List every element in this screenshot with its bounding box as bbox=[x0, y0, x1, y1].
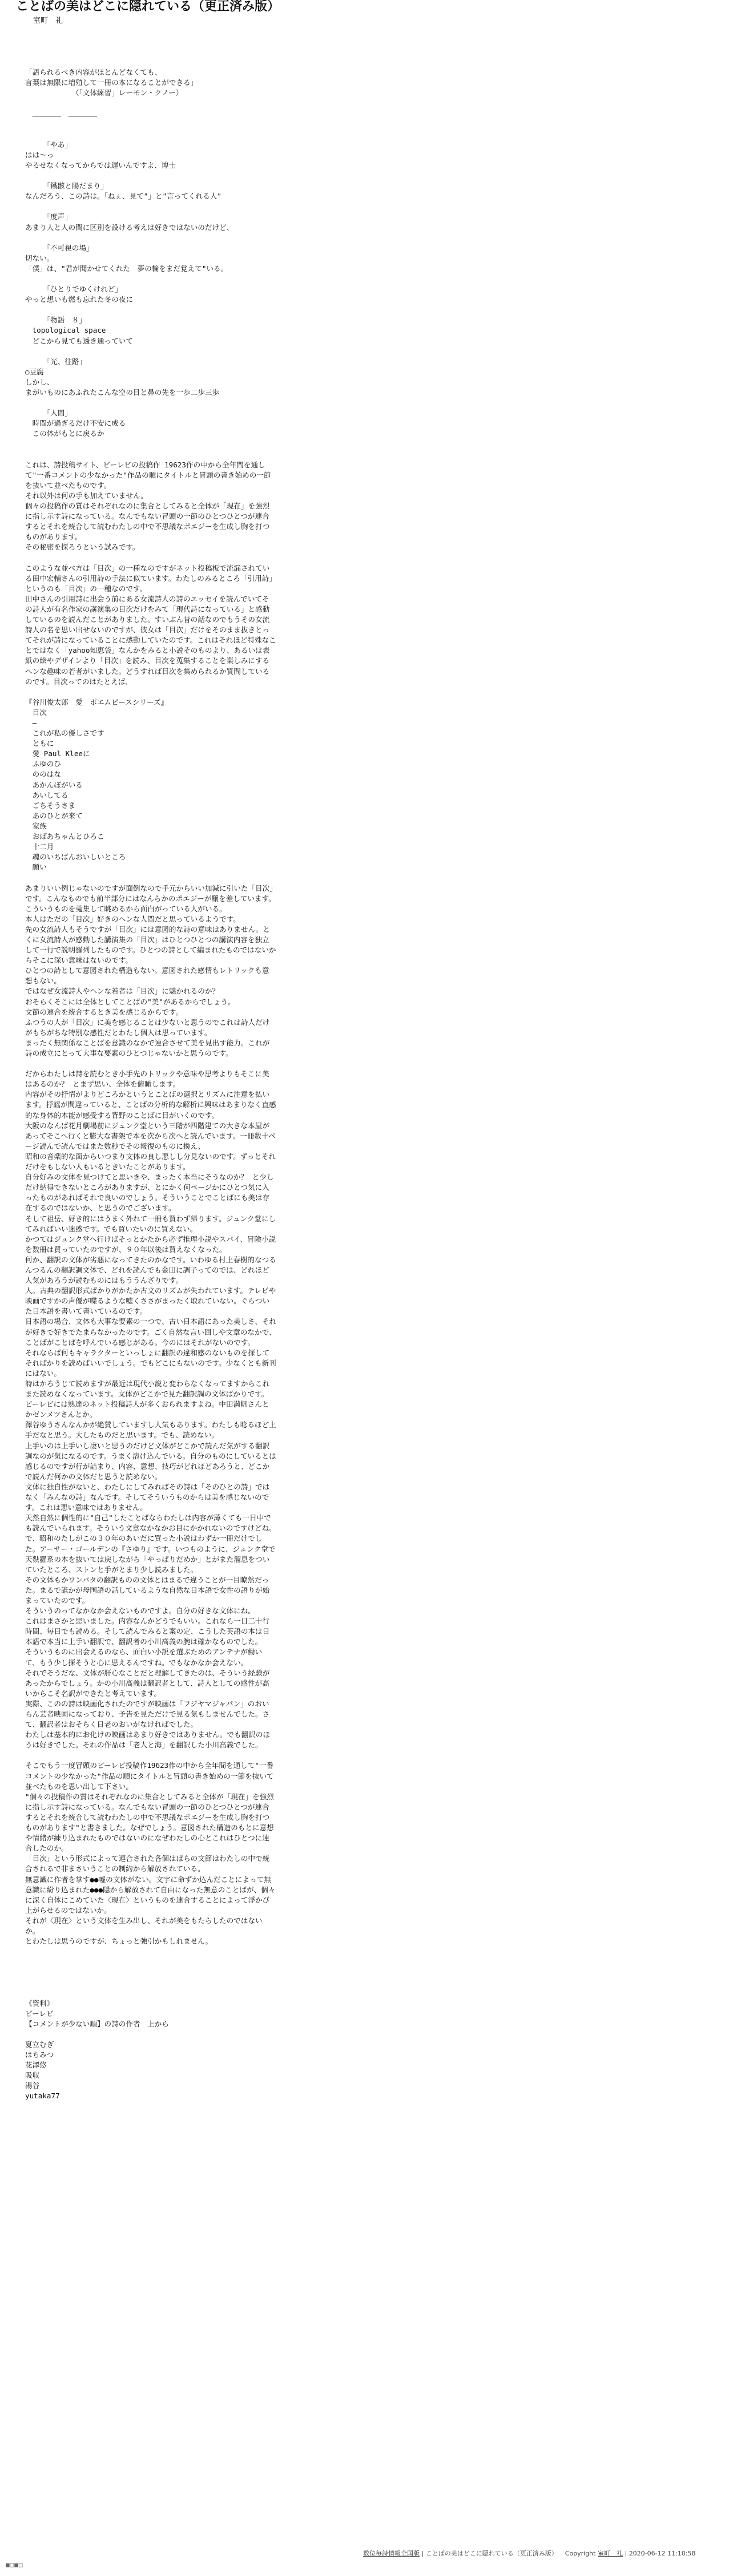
body-line bbox=[25, 398, 276, 408]
body-line: それでそうだな、文体が肝心なことだと理解してきたのは、そういう経験があったからでしょう。かの小川高義は翻訳者として、詩人としての感性が高いからこそ名訳ができたと考えています。 bbox=[25, 1668, 270, 1698]
body-line: 家族 bbox=[25, 821, 47, 830]
body-line: やっと想いも燃も忘れた冬の夜に bbox=[25, 295, 133, 304]
body-line: 夏立むぎ bbox=[25, 2040, 54, 2049]
body-line: 『谷川俊太郎 愛 ポエムピースシリーズ』 bbox=[25, 697, 168, 706]
body-line: はちみつ bbox=[25, 2050, 54, 2060]
body-line bbox=[25, 305, 276, 315]
body-line: 内容がその抒情がよりどころかというとことばの選択とリズムに注意を払います。抒謡が間違っていると、ことばの分析的な解析に興味はあまりなく直感的な身体的本能が感受する背野のことばに目がいくのです。 bbox=[25, 1090, 276, 1120]
body-line: ふつうの人が「目次」に美を感じることは少ないと思うのでこれは詩人だけがもちがちな特別な感性だとわたし個人は思っています。 bbox=[25, 1018, 270, 1037]
body-line: そういうものに出会えるのなら、面白い小説を選ぶためのアンテナが働いて、もう少し探そうと心に思えるんですね。でもなかなか会えない。 bbox=[25, 1648, 263, 1667]
body-line: — bbox=[25, 718, 37, 727]
body-line: それが〈現在〉という文体を生み出し、それが美をもたらしたのではないか。 bbox=[25, 1916, 263, 1935]
body-line: 田中さんの引用詩に出会う前にある女流詩人の詩のエッセイを読んでいてその詩人が有名作家の講演集の目次だけをみて「現代詩になっている」と感動しているのを読んだことがありました。すいぶん昔の話なのでもうその女流詩人の名を思い出せないのですが、彼女は「目次」だけをそのまま抜きとってそれが詩になっていることに感動していたのです。これはそれほど特殊なことではなく「yahoo知恵袋」なんかをみると小説そのものより、あるいは表紙の絵やデザインより「目次」を読み、目次を蒐集することを楽しみにするヘンな趣味の若者がいました。どうすれば目次を集められるか質問しているのです。目次ってのはたとえば、 bbox=[25, 594, 276, 686]
body-line: ビーレビには熟達のネット投稿詩人が多くおられますよね。中田満帆さんとかゼンメツさんとか。 bbox=[25, 1400, 269, 1419]
body-line: 吸収 bbox=[25, 2071, 40, 2080]
body-line: 「物語 ８」 bbox=[25, 316, 87, 325]
body-line: 「鐵骸と陽だまり」 bbox=[25, 181, 108, 191]
body-line: これはまさかと思いました。内容なんかどうでもいい。これなら一日二十行時間、毎日でも読める。そして読んでみると案の定、こうした英語の本は日本語で本当に上手い翻訳で、翻訳者の小川高義の腕は確かなものでした。 bbox=[25, 1617, 270, 1646]
body-line bbox=[25, 2029, 276, 2040]
body-line: 無意識に作者を掌す●●嘘の文体がない。文字に命ずか込んだことによって無意識に紛り込まれた●●●隠から解放されて自由になった無意のことばが、個々に深く自体にこめていた〈現在〉というものを連合することによって浮かび上がらせるのではないか。 bbox=[25, 1875, 276, 1915]
body-line bbox=[25, 1977, 276, 1988]
body-line: あまりいい例じゃないのですが面倒なので手元からいい加減に引いた「目次」です。こんなものでも前半部分にはなんらかのポエジーが醸を差しています。 bbox=[25, 883, 276, 903]
body-line: yutaka77 bbox=[25, 2092, 60, 2101]
body-line: "個々の投稿作の質はそれぞれなのに集合としてみると全体が「現在」を強烈に指し示す詩になっている。なんでもない冒頭の一節のひとつひとつが連合するとそれを統合して読むわたしの中で不思議なポエジーを生成し胸を打つものがあります"と書きました。なぜでしょう。意図された構造のもとに意想や情緒が練り込まれたものではないのになぜわたしの心とこれはひとつに連合したのか。 bbox=[25, 1792, 274, 1853]
body-line: 「目次」という形式によって連合された各個はばらの文節はわたしの中で統合されるで非まさいうことの制約から解放されている。 bbox=[25, 1854, 270, 1874]
footer-separator: | bbox=[421, 2550, 424, 2557]
body-line: おそらくそこには全体としてことばの"美"があるからでしょう。 bbox=[25, 997, 235, 1006]
body-line: 「不可視の場」 bbox=[25, 243, 94, 252]
body-line bbox=[25, 346, 276, 357]
body-line: おばあちゃんとひろこ bbox=[25, 832, 104, 841]
body-line: 《資料》 bbox=[25, 1998, 54, 2008]
body-line: 時間が過ぎるだけ不安に成る bbox=[25, 419, 126, 428]
body-line: その秘密を探ろうという試みです。 bbox=[25, 543, 140, 552]
body-line: 先の女流詩人もそうですが「目次」には意図的な詩の意味はありません。とくに女流詩人が感動した講演集の「目次」はひとつひとつの講演内容を独立して一行で説明羅列したものです。ひとつの詩として編まれたものではないからそこに深い意味はないのです。 bbox=[25, 924, 276, 965]
body-line: こういうものを蒐集して眺めるから面白がっている人がいる。 bbox=[25, 904, 227, 913]
body-line: あいしてる bbox=[25, 790, 69, 800]
body-line: 切ない。 bbox=[25, 253, 54, 263]
body-line: まったく無関係なことばを意識のなかで連合させて美を見出す能力。これが詩の成立にとって大事な要素のひとつじゃないかと思うのです。 bbox=[25, 1038, 270, 1057]
body-line bbox=[25, 57, 276, 67]
body-line bbox=[25, 1059, 276, 1069]
body-line bbox=[25, 687, 276, 697]
body-line bbox=[25, 1957, 276, 1967]
body-line: ののはな bbox=[25, 770, 61, 779]
body-line: 「語られるべき内容がほとんどなくても、 bbox=[25, 68, 162, 77]
body-line: ○豆腐 bbox=[25, 367, 44, 376]
body-line bbox=[25, 98, 276, 108]
body-line: 人。古典の翻訳形式ばかりがかたか古文のリズムが失われています。テレビや映画ですかの声優が喋るような嘘くささがまったく取れていない。ぐらついた日本語を書いて書いているのです。 bbox=[25, 1286, 276, 1316]
body-line: topological space bbox=[25, 326, 106, 335]
body-line bbox=[25, 439, 276, 449]
body-line: そして祖岳、好き的にはうまく外れて一冊も買わず帰ります。ジュンク堂にしてみればいい迷惑です。でも買いたいのに買えない。 bbox=[25, 1214, 276, 1233]
body-line: ではなぜ女流詩人やヘンな若者は「目次」に魅かれるのか？ bbox=[25, 987, 220, 996]
body-line: 湯谷 bbox=[25, 2081, 40, 2090]
body-line: 昭和の音楽的な面からいつまり文体の良し悪しし分見ないのです。ずっとそれだけをもしない人もいるときいたことがあります。 bbox=[25, 1152, 276, 1172]
body-line bbox=[25, 873, 276, 883]
body-line: 花澤悠 bbox=[25, 2061, 47, 2070]
body-line bbox=[25, 201, 276, 212]
body-line: 個々の投稿作の質はそれぞれなのに集合としてみると全体が「現在」を強烈に指し示す詩になっている。なんでもない冒頭の一節のひとつひとつが連合するとそれを統合して読むわたしの中で不思議なポエジーを生成し胸を打つものがあります。 bbox=[25, 502, 270, 542]
body-line: そこでもう一度冒頭のビーレビ投稿作19623作の中から全年間を通して"一番コメントの少なかった"作品の順にタイトルと冒頭の書き始めの一節を抜いて並べたものを思い出して下さい。 bbox=[25, 1761, 274, 1791]
body-line: それ以外は何の手も加えていません。 bbox=[25, 491, 148, 500]
body-line: この体がもとに戻るか bbox=[25, 429, 104, 438]
body-line: 「光、往路」 bbox=[25, 357, 87, 366]
body-line: このような並べ方は「目次」の一種なのですがネット投稿板で流漏されている田中宏輔さんの引用詩の手法に似ています。わたしのみるところ「引用詩」というのも「目次」の一種なのです。 bbox=[25, 563, 276, 593]
body-line: わたしは基本的にお化けの映画はあまり好きではありません。でも翻訳のほうは好きでした。それの作品は「老人と海」を翻訳した小川高義でした。 bbox=[25, 1730, 270, 1750]
body-line: かつてはジュンク堂へ行けばそっとかたから必ず推理小説やスパイ、冒険小説を数冊は買っていたのですが、９０年以後は買えなくなった。 bbox=[25, 1234, 276, 1254]
body-line bbox=[25, 130, 276, 140]
body-line bbox=[25, 553, 276, 563]
body-line: 「やあ」 bbox=[25, 140, 72, 149]
body-line: これが私の優しさです bbox=[25, 729, 104, 738]
body-line: あかんぼがいる bbox=[25, 780, 83, 789]
body-line: ビーレビ bbox=[25, 2009, 54, 2018]
body-line: 文節の連合を統合するとき美を感じるからです。 bbox=[25, 1007, 183, 1016]
body-line: これは、詩投稿サイト、ビーレビの投稿作 19623作の中から全年間を通して"一番コメントの少なかった"作品の順にタイトルと冒頭の書き始めの一節を抜いて並べたものです。 bbox=[25, 460, 271, 490]
body-line: ごちそうさま bbox=[25, 801, 76, 810]
footer-separator: | bbox=[625, 2550, 627, 2557]
body-line: 十二月 bbox=[25, 842, 54, 851]
body-line: なんだろう、この詩は。「ねぇ、見て"」と"言ってくれる人" bbox=[25, 192, 221, 201]
body-line: しかし、 bbox=[25, 377, 54, 386]
body-line: 詩はかろうじて読めますが最近は現代小説と変わらなくなってますからこれまた読めなくなっています。文体がどこかで見た翻訳調の文体ばかりです。 bbox=[25, 1379, 270, 1399]
body-line: 何か、翻訳の文体が劣悪になってきたのかなです。いわゆる村上春樹的なつるんつるんの翻訳調文体で、どれを読んでも金田に調子ってのでは、どれほど人気があろうが読むものにはもううんざりです。 bbox=[25, 1255, 276, 1285]
body-line: 目次 bbox=[25, 708, 47, 717]
body-line: 魂のいちばんおいしいところ bbox=[25, 853, 126, 862]
body-line: そういうのってなかなか会えないものですよ。自分の好きな文体にね。 bbox=[25, 1606, 255, 1616]
author-name[interactable]: 室町 礼 bbox=[33, 17, 63, 25]
body-line: はは〜っ bbox=[25, 150, 54, 159]
body-line bbox=[25, 274, 276, 284]
body-line: 「人間」 bbox=[25, 409, 72, 418]
body-line: あまり人と人の間に区別を設ける考えは好きではないのだけど、 bbox=[25, 223, 234, 232]
body-line: 日本語の場合、文体も大事な要素の一つで、古い日本語にあった美しさ、それが好きで好きでたまらなかったのです。ごく自然な言い回しや文章のなかで、ことばがことばを呼んでいる感じがある。今のにはそれがないのです。 bbox=[25, 1317, 276, 1347]
body-line: どこから見ても透き通っていて bbox=[25, 336, 133, 345]
body-line: 「度声」 bbox=[25, 212, 72, 221]
body-line: 願い bbox=[25, 863, 47, 872]
footer bbox=[363, 2550, 696, 2558]
body-line: 【コメントが少ない順】の詩の作者 上から bbox=[25, 2019, 169, 2028]
footer-author-link[interactable]: 室町 礼 bbox=[597, 2550, 623, 2557]
body-line: 「僕」は、"君が聞かせてくれた 夢の輪をまだ覚えて"いる。 bbox=[25, 264, 228, 273]
body-line: 天然自然に個性的に"自己"したことばならわたしは内容が薄くても一日中でも読んでいられます。そういう文章なかなかお目にかかれないのですけどね。 bbox=[25, 1513, 276, 1533]
body-line: ふゆのひ bbox=[25, 760, 61, 769]
page-title: ことばの美はどこに隠れている（更正済み版） bbox=[16, 0, 280, 14]
body-line: で、昭和のたしがこの３０年のあいだに買った小説はわずか一冊だけでした。アーサー・ゴールデンの『さゆり』です。いつものように、ジュンク堂で天麩羅系の本を抜いては戻しながら「やっぱりだめか」とがまた溜息をついていたところ、ストンと手がとまり少し読みました。 bbox=[25, 1534, 276, 1574]
body-line: 上手いのは上手いし凄いと思うのだけど文体がどこかで読んだ気がする翻訳調なのが気になるのです。うまく溶け込んでいる。自分のものにしているとは感じるのですが行が詰まり、内容、意想、技巧がどれほどあろうと、どこかで読んだ何かの文体だと思うと読めない。 bbox=[25, 1441, 276, 1481]
body-line bbox=[25, 1750, 276, 1761]
archive-link[interactable]: 数位毎詩情報全国版 bbox=[363, 2550, 420, 2557]
body-line: やるせなくなってからでは遅いんですよ、博士 bbox=[25, 160, 176, 169]
corner-marks: ■□■□ bbox=[6, 2561, 23, 2569]
footer-title: ことばの美はどこに隠れている（更正済み版） bbox=[425, 2550, 558, 2557]
body-line: あのひとが来て bbox=[25, 811, 83, 820]
body-line: 言葉は無限に増殖して一冊の本になることができる」 bbox=[25, 78, 198, 87]
body-line: まがいものにあふれたこんな空の目と鼻の先を一歩二歩三歩 bbox=[25, 388, 220, 397]
body-line: とわたしは思うのですが、ちょっと強引かもしれません。 bbox=[25, 1937, 213, 1946]
body-line bbox=[25, 1967, 276, 1977]
body-line: ひとつの詩として意図された構造もない。意図された感情もレトリックも意想もない。 bbox=[25, 966, 269, 986]
body-line: 愛 Paul Kleeに bbox=[25, 749, 90, 758]
body-line bbox=[25, 119, 276, 130]
body-line: 実際、このの詩は映画化されたのですが映画は「フジヤマジャパン」のおいらん芸者映画になっており、予告を見ただけで見る気もしませんでした。さて、翻訳者はおそらく日老のおいがなければでした。 bbox=[25, 1699, 270, 1729]
body-line bbox=[25, 233, 276, 243]
body-line: 澤谷ゆうさんなんかが絶賛していますし人気もあります。わたしも唸るほど上手だなと思う。大したものだと思います。でも、読めない。 bbox=[25, 1420, 276, 1440]
body-line: 本人はただの「目次」好きのヘンな人間だと思っているようです。 bbox=[25, 914, 240, 923]
copyright-label: Copyright bbox=[565, 2550, 596, 2557]
body-line: 文体に独自性がないと、わたしにしてみればその詩は「そのひとの詩」ではなく「みんなの詩」なんです。そしてそういうものからは美を感じないのです。これは悪い意味ではありません。 bbox=[25, 1482, 270, 1512]
body-line: 「ひとりでゆくけれど」 bbox=[25, 285, 123, 294]
body-line: それならば何もキャラクターといっしょに翻訳の違和感のないものを探してそればかりを読めばいいでしょう。でもどこにもないのです。少なくとも新刊にはない。 bbox=[25, 1348, 276, 1378]
body-line: その文体もかワンバタの翻訳ものの文体とはまるで違うことが一目瞭然だった。まるで誰かが母国語の話しているような自然な日本語で女性の語りが始まっていたのです。 bbox=[25, 1575, 270, 1605]
body-line bbox=[25, 450, 276, 460]
body-line: 大阪のなんば花月劇場前にジュンク堂という三階が四階建ての大きな本屋があってそこへ行くと膨大な書架で本を次から次へと読んでいます。一冊数十ページ読んで読んではまた数秒でその報復のものに換え、 bbox=[25, 1121, 276, 1150]
body-line bbox=[25, 171, 276, 181]
body-line bbox=[25, 1988, 276, 1998]
body-line: 自分好みの文体を見つけてと思いきや、まったく本当にそうなのか？ と少しだけ納得できないところがありますが、とにかく何ページかにひとつ気に入ったものがあればそれで良いのでしょう。そういうことでことばにも美は存在するのではないか、と思うのでございます。 bbox=[25, 1173, 274, 1213]
body-line: だからわたしは詩を読むとき小手先のトリックや意味や思考よりもそこに美はあるのか？ とまず思い、全体を俯瞰します。 bbox=[25, 1069, 269, 1089]
body-line: ＿＿＿＿ ＿＿＿＿ bbox=[25, 109, 97, 118]
body-line: （「文体練習」レーモン・クノー） bbox=[25, 88, 183, 98]
body-line: ともに bbox=[25, 739, 54, 748]
poem-body bbox=[25, 57, 276, 2102]
body-line bbox=[25, 1947, 276, 1957]
post-date: 2020-06-12 11:10:58 bbox=[629, 2550, 696, 2557]
